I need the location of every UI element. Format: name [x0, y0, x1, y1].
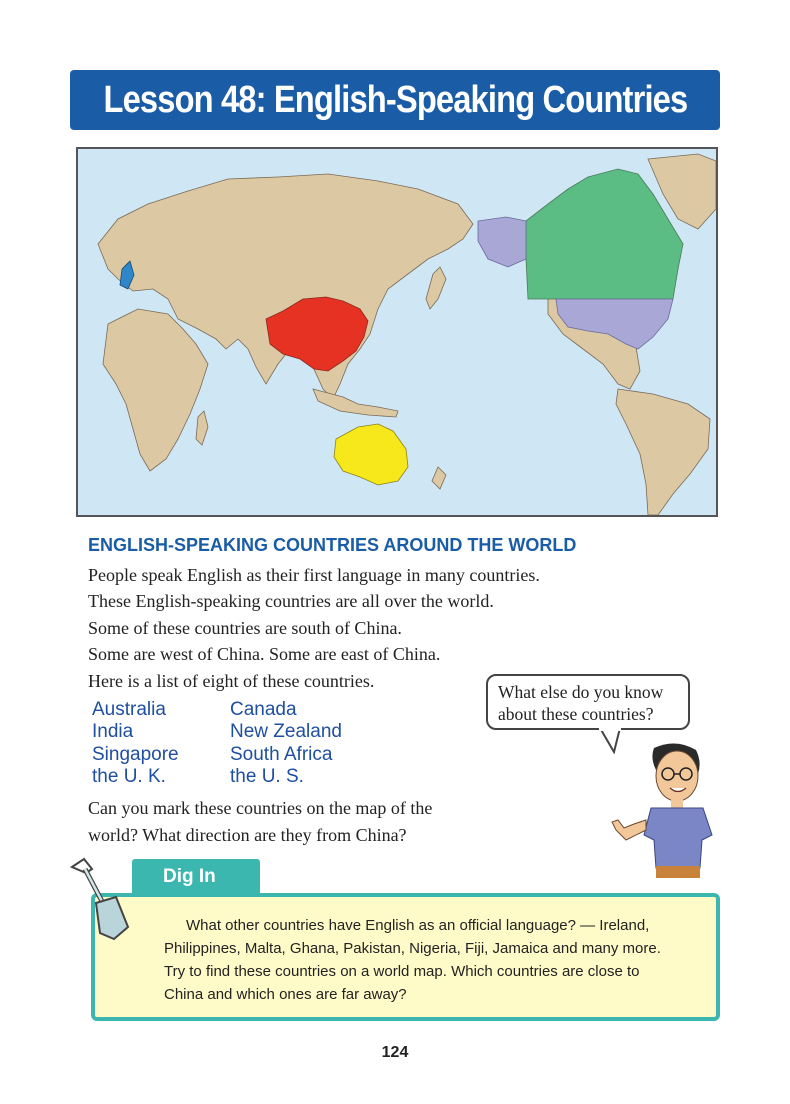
title-banner: [70, 70, 720, 130]
country-list: [92, 699, 392, 789]
country-item: South Africa: [230, 743, 333, 765]
page-title: Lesson 48: English-Speaking Countries: [103, 78, 687, 121]
dig-in-label: Dig In: [132, 859, 260, 895]
world-map-drawing: [78, 149, 716, 515]
paragraph-line: Some are west of China. Some are east of China.: [88, 644, 441, 665]
speech-bubble: [486, 674, 690, 730]
question-line: world? What direction are they from China?: [88, 825, 407, 845]
dig-in-text: [164, 914, 709, 1006]
dig-in-line: China and which ones are far away?: [164, 986, 407, 1003]
page-number: 124: [381, 1044, 409, 1061]
question-paragraph: [88, 795, 518, 849]
student-illustration: [606, 740, 718, 878]
country-item: India: [92, 721, 134, 743]
dig-in-line: What other countries have English as an official language? — Ireland,: [186, 917, 650, 934]
world-map: [76, 147, 718, 517]
shovel-icon: [70, 855, 130, 945]
dig-in-line: Try to find these countries on a world map. Which countries are close to: [164, 963, 640, 980]
paragraph-line: People speak English as their first language in many countries.: [88, 565, 540, 585]
paragraph-line: These English-speaking countries are all over the world.: [88, 591, 494, 612]
intro-paragraph: [88, 562, 540, 694]
speech-bubble-line: about these countries?: [498, 704, 654, 724]
question-line: Can you mark these countries on the map of the: [88, 798, 433, 818]
paragraph-line: Here is a list of eight of these countries.: [88, 670, 375, 691]
country-item: Canada: [230, 699, 297, 720]
country-item: the U. S.: [230, 766, 304, 788]
country-item: Australia: [92, 699, 166, 720]
speech-bubble-line: What else do you know: [498, 682, 664, 702]
country-item: Singapore: [92, 743, 179, 765]
dig-in-line: Philippines, Malta, Ghana, Pakistan, Nigeria, Fiji, Jamaica and many more.: [164, 940, 661, 957]
section-heading: ENGLISH-SPEAKING COUNTRIES AROUND THE WORLD: [88, 535, 577, 555]
country-item: the U. K.: [92, 766, 166, 788]
country-item: New Zealand: [230, 721, 342, 743]
paragraph-line: Some of these countries are south of China.: [88, 617, 402, 638]
